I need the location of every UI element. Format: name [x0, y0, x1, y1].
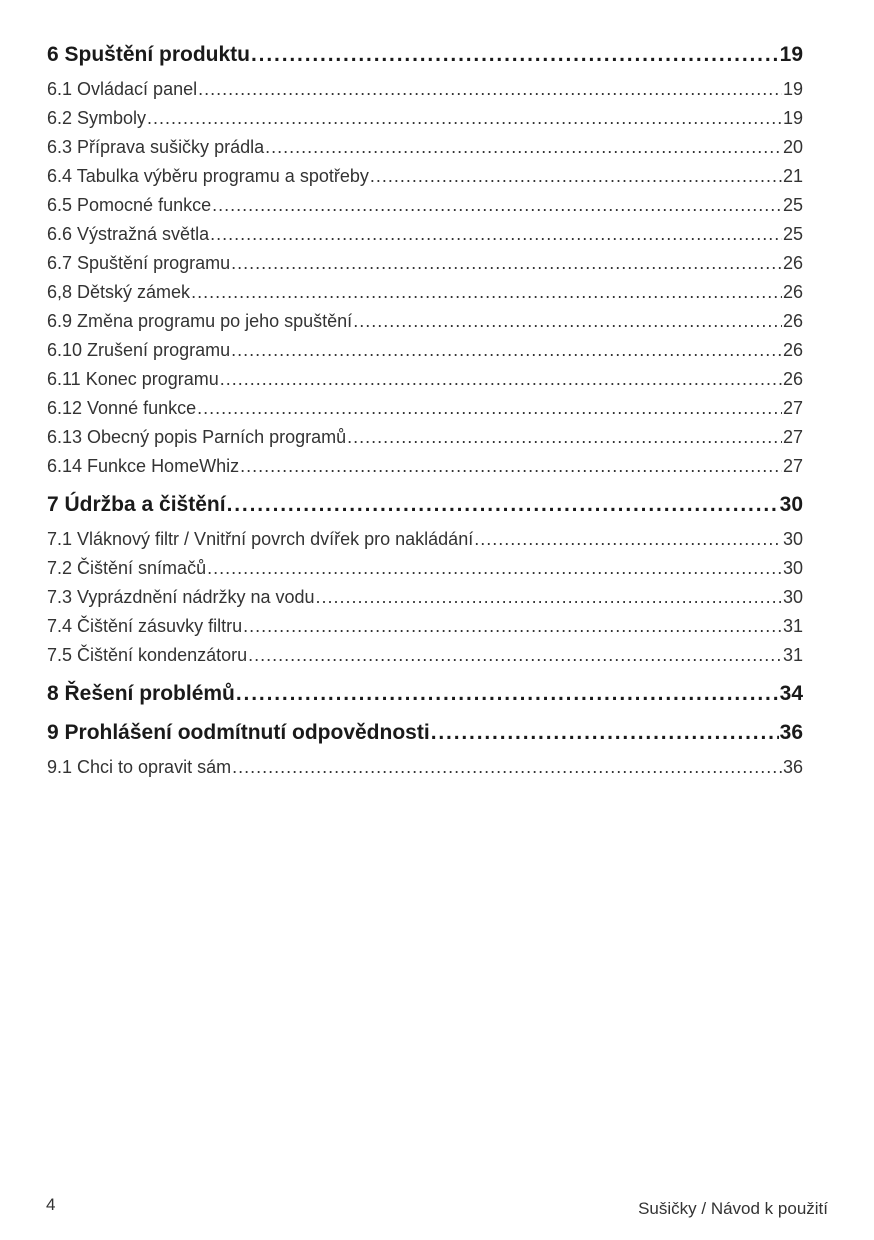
- toc-entry-title: 7.5 Čištění kondenzátoru: [47, 645, 248, 665]
- toc-entry-title: 8 Řešení problémů: [47, 682, 235, 705]
- toc-item[interactable]: [47, 753, 803, 782]
- toc-entry-title: 6.2 Symboly: [47, 108, 147, 128]
- dot-leader: [251, 40, 779, 70]
- toc-item[interactable]: [47, 365, 803, 394]
- toc-entry-page: 26: [782, 253, 803, 273]
- dot-leader: [231, 249, 782, 278]
- toc-item[interactable]: [47, 336, 803, 365]
- toc-entry-title: 6.12 Vonné funkce: [47, 398, 197, 418]
- toc-entry-title: 6.1 Ovládací panel: [47, 79, 198, 99]
- dot-leader: [232, 753, 782, 782]
- page-number: 4: [46, 1195, 56, 1214]
- dot-leader: [243, 612, 782, 641]
- dot-leader: [231, 336, 782, 365]
- dot-leader: [207, 554, 782, 583]
- toc-entry-page: 30: [779, 493, 803, 516]
- toc-section[interactable]: [47, 40, 803, 70]
- toc-entry-page: 36: [779, 721, 803, 744]
- toc-entry-page: 30: [782, 587, 803, 607]
- toc-entry-title: 9 Prohlášení oodmítnutí odpovědnosti: [47, 721, 430, 744]
- toc-entry-page: 20: [782, 137, 803, 157]
- toc-section[interactable]: [47, 679, 803, 709]
- dot-leader: [197, 394, 782, 423]
- dot-leader: [240, 452, 782, 481]
- toc-entry-page: 26: [782, 282, 803, 302]
- toc-entry-page: 19: [782, 79, 803, 99]
- dot-leader: [220, 365, 782, 394]
- dot-leader: [316, 583, 782, 612]
- toc-entry-page: 30: [782, 529, 803, 549]
- toc-entry-page: 36: [782, 757, 803, 777]
- toc-entry-title: 7.3 Vyprázdnění nádržky na vodu: [47, 587, 315, 607]
- dot-leader: [210, 220, 782, 249]
- toc-entry-page: 27: [782, 427, 803, 447]
- toc-entry-page: 27: [782, 398, 803, 418]
- dot-leader: [191, 278, 782, 307]
- toc-entry-title: 6.11 Konec programu: [47, 369, 219, 389]
- toc-entry-title: 6.10 Zrušení programu: [47, 340, 231, 360]
- toc-entry-title: 6.4 Tabulka výběru programu a spotřeby: [47, 166, 369, 186]
- toc-item[interactable]: [47, 641, 803, 670]
- toc-item[interactable]: [47, 525, 803, 554]
- toc-entry-title: 6.13 Obecný popis Parních programů: [47, 427, 347, 447]
- toc-entry-title: 6.14 Funkce HomeWhiz: [47, 456, 240, 476]
- toc-entry-page: 26: [782, 369, 803, 389]
- toc-entry-page: 19: [779, 43, 803, 66]
- toc-entry-title: 6.6 Výstražná světla: [47, 224, 210, 244]
- toc-item[interactable]: [47, 452, 803, 481]
- toc-item[interactable]: [47, 423, 803, 452]
- dot-leader: [353, 307, 782, 336]
- toc-entry-page: 34: [779, 682, 803, 705]
- toc-entry-title: 6.9 Změna programu po jeho spuštění: [47, 311, 353, 331]
- dot-leader: [431, 718, 779, 748]
- toc-item[interactable]: [47, 249, 803, 278]
- toc-section[interactable]: [47, 718, 803, 748]
- toc-entry-page: 25: [782, 195, 803, 215]
- toc-entry-title: 9.1 Chci to opravit sám: [47, 757, 232, 777]
- toc-entry-title: 6,8 Dětský zámek: [47, 282, 191, 302]
- dot-leader: [248, 641, 782, 670]
- toc-item[interactable]: [47, 307, 803, 336]
- toc-entry-title: 6.7 Spuštění programu: [47, 253, 231, 273]
- dot-leader: [147, 104, 782, 133]
- toc-entry-title: 6 Spuštění produktu: [47, 43, 251, 66]
- toc-entry-title: 7.1 Vláknový filtr / Vnitřní povrch dvířek pro nakládání: [47, 529, 474, 549]
- toc-entry-page: 26: [782, 311, 803, 331]
- toc-entry-page: 21: [782, 166, 803, 186]
- dot-leader: [198, 75, 782, 104]
- toc-item[interactable]: [47, 162, 803, 191]
- toc-item[interactable]: [47, 612, 803, 641]
- toc-section[interactable]: [47, 490, 803, 520]
- document-title: Sušičky / Návod k použití: [638, 1199, 828, 1218]
- toc-entry-title: 6.5 Pomocné funkce: [47, 195, 212, 215]
- toc-entry-title: 7.4 Čištění zásuvky filtru: [47, 616, 243, 636]
- toc-entry-page: 31: [782, 616, 803, 636]
- toc-entry-title: 7.2 Čištění snímačů: [47, 558, 207, 578]
- dot-leader: [236, 679, 779, 709]
- toc-entry-page: 30: [782, 558, 803, 578]
- toc-item[interactable]: [47, 278, 803, 307]
- table-of-contents: [47, 40, 803, 782]
- toc-item[interactable]: [47, 394, 803, 423]
- toc-entry-title: 7 Údržba a čištění: [47, 493, 226, 516]
- toc-item[interactable]: [47, 75, 803, 104]
- toc-entry-page: 26: [782, 340, 803, 360]
- toc-item[interactable]: [47, 133, 803, 162]
- toc-entry-page: 27: [782, 456, 803, 476]
- dot-leader: [212, 191, 782, 220]
- toc-item[interactable]: [47, 104, 803, 133]
- dot-leader: [474, 525, 782, 554]
- toc-entry-page: 25: [782, 224, 803, 244]
- toc-entry-title: 6.3 Příprava sušičky prádla: [47, 137, 265, 157]
- dot-leader: [370, 162, 782, 191]
- dot-leader: [265, 133, 782, 162]
- toc-item[interactable]: [47, 583, 803, 612]
- toc-item[interactable]: [47, 220, 803, 249]
- dot-leader: [347, 423, 782, 452]
- toc-item[interactable]: [47, 191, 803, 220]
- toc-entry-page: 19: [782, 108, 803, 128]
- dot-leader: [227, 490, 779, 520]
- toc-entry-page: 31: [782, 645, 803, 665]
- toc-item[interactable]: [47, 554, 803, 583]
